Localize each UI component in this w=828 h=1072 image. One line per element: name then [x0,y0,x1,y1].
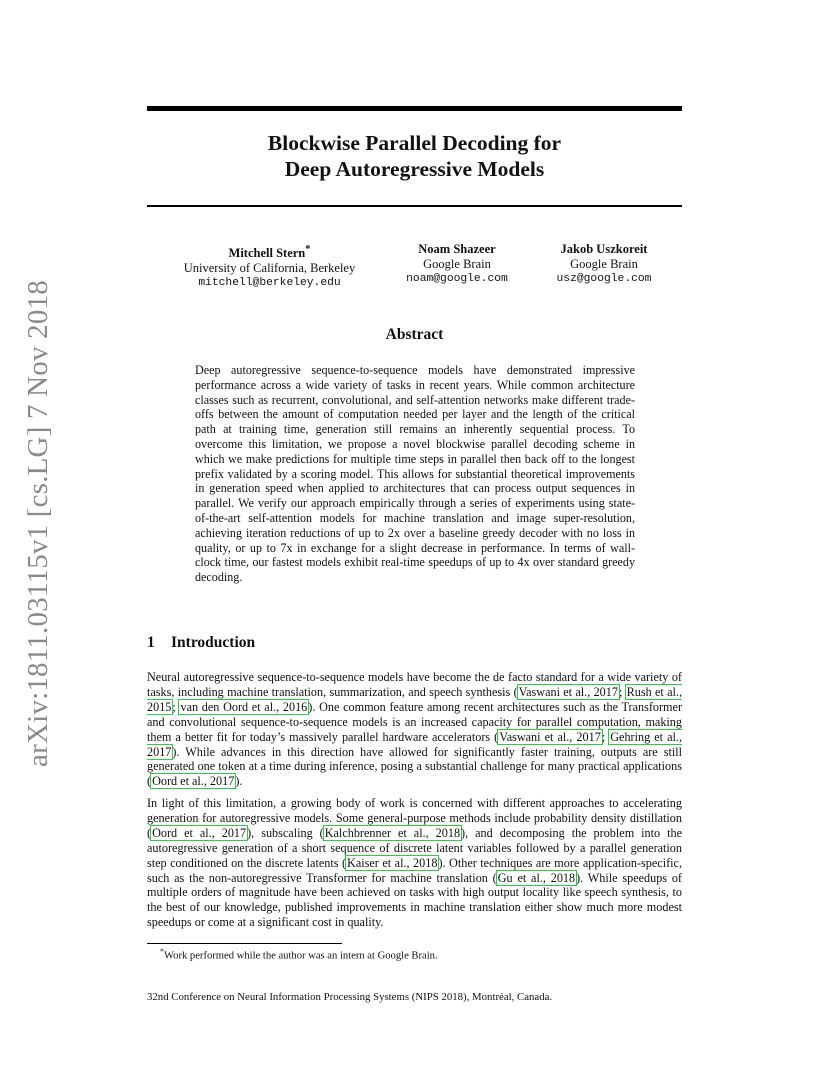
author-1 [167,242,372,291]
text-run: ). While speedups of multiple orders of magnitude have been achieved on tasks with high output locality like speech synthesis, to the best of our knowledge, published improvements in machine translation either show much more modest speedups or come at a significant cost in quality. [147,870,682,930]
title-top-rule [147,106,682,111]
text-run: ). [235,774,243,789]
author-1-affiliation: University of California, Berkeley [183,261,356,276]
author-2-email[interactable]: noam@google.com [406,273,508,285]
text-run: ; [172,699,180,714]
author-3-email[interactable]: usz@google.com [556,273,652,285]
citation-link[interactable]: van den Oord et al., 2016 [180,699,308,714]
text-run: ), subscaling ( [247,825,324,840]
text-run: ; [601,729,610,744]
footnote-text: Work performed while the author was an intern at Google Brain. [164,950,438,962]
citation-link[interactable]: Vaswani et al., 2017 [499,729,601,744]
citation-link[interactable]: Kalchbrenner et al., 2018 [324,825,461,840]
text-run: ), and decomposing the problem into the autoregressive generation of a short sequence of discrete latent variables followed by a parallel generation step conditioned on the discrete latents ( [147,825,682,870]
citation-link[interactable]: Kaiser et al., 2018 [347,855,438,870]
text-run: ; [618,684,626,699]
title-line-1: Blockwise Parallel Decoding for [267,131,562,155]
author-3-name: Jakob Uszkoreit [560,242,648,256]
footnote-mark: * [160,947,164,956]
text-run: ). While advances in this direction have allowed for significantly faster training, outputs are still generated one token at a time during inference, posing a substantial challenge for many practical applications ( [147,744,682,789]
author-1-email[interactable]: mitchell@berkeley.edu [198,277,341,290]
abstract-text: Deep autoregressive sequence-to-sequence models have demonstrated impressive performance across a wide variety of tasks in recent years. While common architecture classes such as recurrent, convolutional, and self-attention networks make different trade-offs between the amount of computation needed per layer and the length of the critical path at training time, generation still remains an inherently sequential process. To overcome this limitation, we propose a novel blockwise parallel decoding scheme in which we make predictions for multiple time steps in parallel then back off to the longest prefix validated by a scoring model. This allows for substantial theoretical improvements in generation speed when applied to architectures that can process output sequences in parallel. We verify our approach empirically through a series of experiments using state-of-the-art self-attention models for machine translation and image super-resolution, achieving iteration reductions of up to 2x over a baseline greedy decoder with no loss in quality, or up to 7x in exchange for a slight decrease in performance. In terms of wall-clock time, our fastest models exhibit real-time speedups of up to 4x over standard greedy decoding. [195,363,635,585]
intro-paragraph-1 [147,670,682,789]
section-title: Introduction [171,634,256,651]
text-run: Neural autoregressive sequence-to-sequence models have become the de facto standard for a wide variety of tasks, including machine translation, summarization, and speech synthesis ( [147,670,682,699]
author-2-affiliation: Google Brain [423,257,491,271]
author-3 [539,242,669,287]
citation-link[interactable]: Vaswani et al., 2017 [518,684,618,699]
author-3-affiliation: Google Brain [570,257,638,271]
author-2 [387,242,527,287]
intro-paragraph-2 [147,796,682,930]
text-run: ). One common feature among recent architectures such as the Transformer and convolutional sequence-to-sequence models is an increased capacity for parallel computation, making them a better fit for today’s massively parallel hardware accelerators ( [147,699,682,744]
citation-link[interactable]: Oord et al., 2017 [152,825,247,840]
conference-note: 32nd Conference on Neural Information Processing Systems (NIPS 2018), Montréal, Canada. [147,991,553,1003]
footnote-rule [147,943,342,944]
citation-link[interactable]: Oord et al., 2017 [152,774,235,789]
author-1-name: Mitchell Stern [228,246,306,261]
author-1-footnote-mark[interactable]: * [305,244,311,255]
abstract-heading: Abstract [385,326,444,343]
author-2-name: Noam Shazeer [418,242,496,256]
paper-title [147,130,682,182]
section-number: 1 [147,634,155,651]
arxiv-stamp [18,279,58,767]
citation-link[interactable]: Rush et al., 2015 [147,684,683,714]
text-run: ). Other techniques are more application-specific, such as the non-autoregressive Transformer for machine translation ( [147,855,682,885]
footnote [160,947,438,962]
title-line-2: Deep Autoregressive Models [284,157,545,181]
citation-link[interactable]: Gehring et al., 2017 [147,729,682,759]
citation-link[interactable]: Gu et al., 2018 [497,870,576,885]
title-bottom-rule [147,205,682,207]
text-run: In light of this limitation, a growing body of work is concerned with different approaches to accelerating generation for autoregressive models. Some general-purpose methods include probability density distillation ( [147,796,682,840]
section-heading [147,634,255,652]
arxiv-id: arXiv:1811.03115v1 [cs.LG] 7 Nov 2018 [21,279,54,767]
